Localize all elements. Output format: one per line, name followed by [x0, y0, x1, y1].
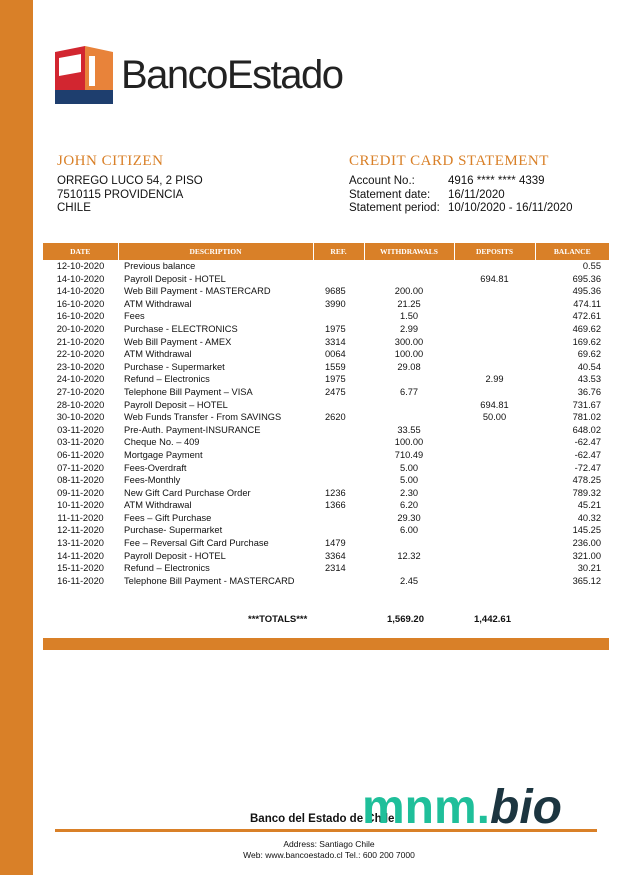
cell-ref: 2620	[325, 412, 346, 423]
cell-balance: 40.32	[577, 512, 601, 523]
table-row	[43, 436, 609, 449]
cell-balance: 40.54	[577, 361, 601, 372]
table-row	[43, 449, 609, 462]
address-line: ORREGO LUCO 54, 2 PISO	[57, 175, 203, 187]
statement-period-row	[349, 202, 572, 216]
cell-date: 21-10-2020	[56, 336, 105, 347]
cell-deposit	[454, 474, 535, 487]
cell-ref	[313, 424, 364, 437]
cell-date: 14-11-2020	[57, 550, 104, 561]
cell-ref: 1975	[325, 323, 346, 334]
cell-deposit	[454, 499, 535, 512]
account-row	[349, 175, 572, 189]
cell-deposit	[454, 462, 535, 475]
header-ref: REF.	[313, 243, 364, 260]
cell-description: Fees-Monthly	[124, 475, 181, 486]
left-accent-bar	[0, 0, 33, 875]
account-label: Account No.:	[349, 175, 415, 187]
table-row	[43, 575, 609, 588]
cell-ref	[313, 524, 364, 537]
cell-balance: -62.47	[574, 437, 601, 448]
cell-date: 30-10-2020	[56, 412, 105, 423]
cell-description: New Gift Card Purchase Order	[124, 487, 251, 498]
statement-date-row	[349, 189, 572, 203]
header-withdrawals: WITHDRAWALS	[364, 243, 454, 260]
cell-deposit	[454, 348, 535, 361]
cell-withdrawal: 6.20	[399, 500, 419, 511]
cell-ref	[313, 260, 364, 273]
cell-withdrawal: 33.55	[397, 424, 421, 435]
totals-deposits: 1,442.61	[474, 614, 511, 625]
cell-balance: 321.00	[572, 550, 601, 561]
cell-ref	[313, 462, 364, 475]
cell-description: Telephone Bill Payment – VISA	[124, 386, 253, 397]
cell-ref: 1559	[325, 361, 346, 372]
cell-description: Purchase - ELECTRONICS	[124, 323, 238, 334]
statement-date-label: Statement date:	[349, 188, 431, 201]
cell-date: 20-10-2020	[56, 323, 105, 334]
cell-deposit	[454, 524, 535, 537]
cell-ref	[313, 310, 364, 323]
cell-withdrawal: 100.00	[394, 437, 424, 448]
cell-date: 15-11-2020	[57, 563, 104, 574]
cell-withdrawal: 1.50	[399, 311, 419, 322]
cell-date: 16-11-2020	[57, 575, 104, 586]
cell-deposit	[454, 285, 535, 298]
cell-date: 24-10-2020	[56, 374, 105, 385]
cell-balance: -72.47	[574, 462, 601, 473]
cell-deposit: 2.99	[485, 374, 504, 385]
cell-withdrawal: 2.45	[399, 575, 419, 586]
cell-deposit	[454, 487, 535, 500]
cell-description: Purchase- Supermarket	[124, 525, 223, 536]
cell-withdrawal	[364, 260, 454, 273]
cell-balance: 69.62	[577, 349, 601, 360]
logo-wordmark: BancoEstado	[121, 52, 343, 97]
cell-balance: 695.36	[572, 273, 601, 284]
table-row	[43, 310, 609, 323]
cell-balance: 478.25	[572, 475, 601, 486]
cell-withdrawal: 29.08	[397, 361, 421, 372]
cell-deposit	[454, 436, 535, 449]
cell-date: 22-10-2020	[56, 349, 105, 360]
cell-balance: 469.62	[572, 323, 601, 334]
cell-date: 03-11-2020	[57, 437, 104, 448]
cell-deposit: 694.81	[480, 399, 509, 410]
cell-withdrawal	[364, 537, 454, 550]
cell-date: 13-11-2020	[57, 538, 104, 549]
cell-deposit	[454, 512, 535, 525]
cell-withdrawal: 100.00	[394, 349, 424, 360]
cell-description: ATM Withdrawal	[124, 500, 192, 511]
cell-date: 03-11-2020	[57, 424, 104, 435]
table-row	[43, 411, 609, 424]
table-row	[43, 273, 609, 286]
table-header-row	[43, 243, 609, 260]
cell-deposit	[454, 575, 535, 588]
table-row	[43, 373, 609, 386]
table-row	[43, 361, 609, 374]
cell-description: ATM Withdrawal	[124, 298, 192, 309]
cell-balance: 43.53	[577, 374, 601, 385]
cell-ref	[313, 449, 364, 462]
table-row	[43, 399, 609, 412]
cell-date: 07-11-2020	[57, 462, 104, 473]
table-row	[43, 260, 609, 273]
cell-balance: 789.32	[572, 487, 601, 498]
cell-withdrawal: 5.00	[399, 475, 419, 486]
cell-description: Web Funds Transfer - From SAVINGS	[124, 412, 282, 423]
cell-balance: 474.11	[573, 298, 601, 309]
cell-withdrawal: 6.00	[399, 525, 419, 536]
cell-ref: 1366	[325, 500, 346, 511]
cell-balance: 472.61	[572, 311, 601, 322]
cell-balance: 731.67	[572, 399, 601, 410]
totals-label: ***TOTALS***	[248, 614, 308, 625]
cell-withdrawal: 12.32	[397, 550, 421, 561]
cell-withdrawal: 21.25	[397, 298, 421, 309]
cell-balance: 145.25	[572, 525, 601, 536]
cell-balance: 30.21	[577, 563, 601, 574]
table-row	[43, 323, 609, 336]
cell-balance: 781.02	[572, 412, 601, 423]
table-row	[43, 386, 609, 399]
accent-band	[43, 638, 609, 650]
cell-balance: 169.62	[572, 336, 601, 347]
cell-withdrawal	[364, 411, 454, 424]
cell-deposit: 694.81	[480, 273, 509, 284]
transactions-body	[43, 260, 609, 587]
cell-deposit	[454, 260, 535, 273]
account-value: 4916 **** **** 4339	[448, 175, 545, 187]
table-row	[43, 424, 609, 437]
cell-balance: 36.76	[577, 386, 601, 397]
cell-withdrawal	[364, 273, 454, 286]
cell-description: Web Bill Payment - AMEX	[124, 336, 232, 347]
cell-ref	[313, 273, 364, 286]
cell-withdrawal: 2.30	[399, 487, 419, 498]
cell-date: 06-11-2020	[57, 449, 104, 460]
customer-address	[57, 175, 203, 216]
watermark-logo	[362, 780, 562, 835]
cell-deposit	[454, 562, 535, 575]
statement-info	[349, 175, 572, 216]
cell-withdrawal: 300.00	[394, 336, 424, 347]
cell-description: Cheque No. – 409	[124, 437, 200, 448]
cell-date: 23-10-2020	[56, 361, 105, 372]
cell-date: 12-10-2020	[56, 261, 105, 271]
cell-description: Refund – Electronics	[124, 563, 210, 574]
cell-balance: -62.47	[574, 449, 601, 460]
cell-description: Previous balance	[124, 261, 196, 271]
transactions-table	[43, 243, 609, 587]
footer-address: Address: Santiago Chile	[283, 839, 375, 849]
table-row	[43, 285, 609, 298]
cell-description: Payroll Deposit – HOTEL	[124, 399, 228, 410]
table-row	[43, 524, 609, 537]
cell-balance: 648.02	[572, 424, 601, 435]
table-row	[43, 512, 609, 525]
header-balance: BALANCE	[535, 243, 609, 260]
cell-description: Fees-Overdraft	[124, 462, 187, 473]
cell-ref	[313, 512, 364, 525]
table-row	[43, 298, 609, 311]
cell-deposit	[454, 386, 535, 399]
footer-contact	[0, 839, 618, 861]
cell-ref: 0064	[325, 349, 346, 360]
cell-withdrawal: 29.30	[397, 512, 421, 523]
table-row	[43, 499, 609, 512]
cell-balance: 236.00	[572, 538, 601, 549]
cell-withdrawal: 710.49	[394, 449, 424, 460]
statement-period-value: 10/10/2020 - 16/11/2020	[448, 202, 573, 214]
cell-deposit	[454, 323, 535, 336]
cell-description: Payroll Deposit - HOTEL	[124, 550, 226, 561]
cell-withdrawal: 2.99	[399, 323, 419, 334]
address-line: 7510115 PROVIDENCIA	[57, 188, 184, 201]
cell-ref	[313, 399, 364, 412]
customer-name: JOHN CITIZEN	[57, 153, 164, 169]
cell-date: 27-10-2020	[56, 386, 105, 397]
cell-ref: 1975	[325, 374, 346, 385]
cell-withdrawal: 5.00	[399, 462, 419, 473]
statement-title: CREDIT CARD STATEMENT	[349, 153, 549, 169]
header-date: DATE	[43, 243, 118, 260]
cell-description: Fees	[124, 311, 145, 322]
cell-date: 12-11-2020	[57, 525, 104, 536]
cell-date: 09-11-2020	[57, 487, 104, 498]
cell-description: ATM Withdrawal	[124, 349, 192, 360]
watermark-part1: mnm.	[362, 781, 491, 834]
cell-description: Web Bill Payment - MASTERCARD	[124, 286, 271, 297]
cell-withdrawal	[364, 562, 454, 575]
cell-deposit: 50.00	[482, 412, 507, 423]
cell-ref: 1236	[325, 487, 346, 498]
cell-balance: 495.36	[572, 286, 601, 297]
cell-deposit	[454, 424, 535, 437]
table-row	[43, 348, 609, 361]
cell-ref: 3314	[325, 336, 346, 347]
cell-ref: 3364	[325, 550, 346, 561]
cell-balance: 365.12	[572, 575, 601, 586]
cell-ref: 1479	[325, 538, 346, 549]
table-row	[43, 550, 609, 563]
cell-description: Pre-Auth. Payment-INSURANCE	[124, 424, 261, 435]
cell-description: Refund – Electronics	[124, 374, 210, 385]
table-row	[43, 474, 609, 487]
watermark-part2: bio	[490, 781, 562, 834]
cell-date: 14-10-2020	[56, 273, 105, 284]
cell-ref: 3990	[325, 298, 346, 309]
table-row	[43, 562, 609, 575]
cell-deposit	[454, 537, 535, 550]
table-row	[43, 336, 609, 349]
cell-withdrawal: 6.77	[399, 386, 419, 397]
cell-date: 11-11-2020	[57, 512, 104, 523]
cell-deposit	[454, 310, 535, 323]
statement-period-label: Statement period:	[349, 202, 440, 214]
cell-ref: 9685	[325, 286, 346, 297]
table-row	[43, 462, 609, 475]
bank-logo	[55, 46, 342, 104]
cell-description: Payroll Deposit - HOTEL	[124, 273, 226, 284]
cell-balance: 0.55	[582, 261, 601, 271]
cell-ref: 2314	[325, 563, 346, 574]
cell-date: 14-10-2020	[56, 286, 105, 297]
statement-date-value: 16/11/2020	[448, 188, 505, 201]
header-description: DESCRIPTION	[118, 243, 313, 260]
cell-withdrawal	[364, 373, 454, 386]
cell-ref	[313, 436, 364, 449]
cell-description: Mortgage Payment	[124, 449, 203, 460]
cell-description: Fees – Gift Purchase	[124, 512, 212, 523]
cell-date: 16-10-2020	[56, 298, 105, 309]
table-row	[43, 537, 609, 550]
cell-description: Fee – Reversal Gift Card Purchase	[124, 538, 269, 549]
cell-date: 10-11-2020	[57, 500, 104, 511]
cell-description: Telephone Bill Payment - MASTERCARD	[124, 575, 295, 586]
footer-bank-name: Banco del Estado de Chile	[250, 813, 395, 825]
cell-date: 16-10-2020	[56, 311, 105, 322]
table-row	[43, 487, 609, 500]
bancoestado-logo-icon	[55, 46, 113, 104]
totals-withdrawals: 1,569.20	[387, 614, 424, 625]
cell-ref: 2475	[325, 386, 346, 397]
cell-withdrawal	[364, 399, 454, 412]
cell-ref	[313, 575, 364, 588]
address-line: CHILE	[57, 202, 91, 214]
cell-withdrawal: 200.00	[394, 286, 424, 297]
cell-date: 28-10-2020	[56, 399, 105, 410]
header-deposits: DEPOSITS	[454, 243, 535, 260]
cell-deposit	[454, 298, 535, 311]
cell-deposit	[454, 336, 535, 349]
cell-balance: 45.21	[577, 500, 601, 511]
cell-deposit	[454, 449, 535, 462]
cell-description: Purchase - Supermarket	[124, 361, 225, 372]
footer-web-phone: Web: www.bancoestado.cl Tel.: 600 200 7000	[243, 850, 415, 860]
cell-date: 08-11-2020	[57, 475, 104, 486]
cell-deposit	[454, 361, 535, 374]
cell-deposit	[454, 550, 535, 563]
cell-ref	[313, 474, 364, 487]
